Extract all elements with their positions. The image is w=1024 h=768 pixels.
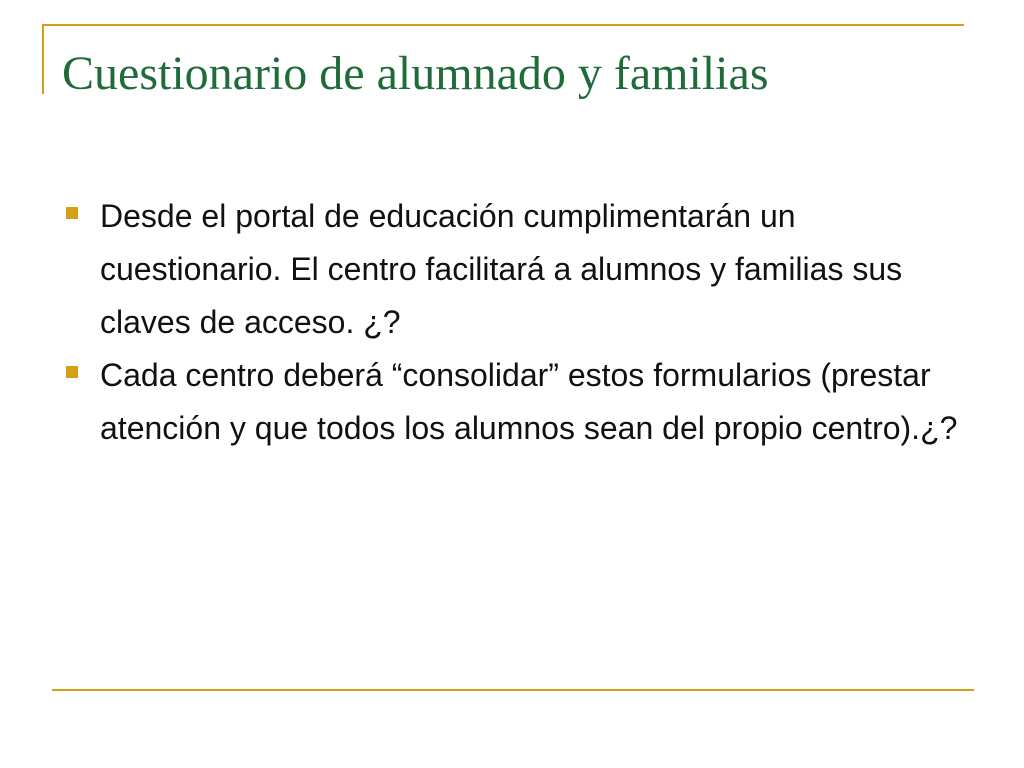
- bullet-item: [64, 190, 964, 349]
- square-bullet-icon: [66, 207, 78, 219]
- frame-bottom-rule: [52, 689, 974, 691]
- bullet-list: [64, 190, 964, 455]
- bullet-text: Desde el portal de educación cumplimentarán un cuestionario. El centro facilitará a alumnos y familias sus claves de acceso. ¿?: [100, 198, 903, 340]
- slide-title: Cuestionario de alumnado y familias: [62, 47, 769, 100]
- bullet-item: [64, 349, 964, 455]
- square-bullet-icon: [66, 366, 78, 378]
- frame-top-rule: [42, 24, 964, 26]
- bullet-text: Cada centro deberá “consolidar” estos formularios (prestar atención y que todos los alumnos sean del propio centro).¿?: [100, 357, 958, 446]
- frame-left-rule: [42, 24, 44, 94]
